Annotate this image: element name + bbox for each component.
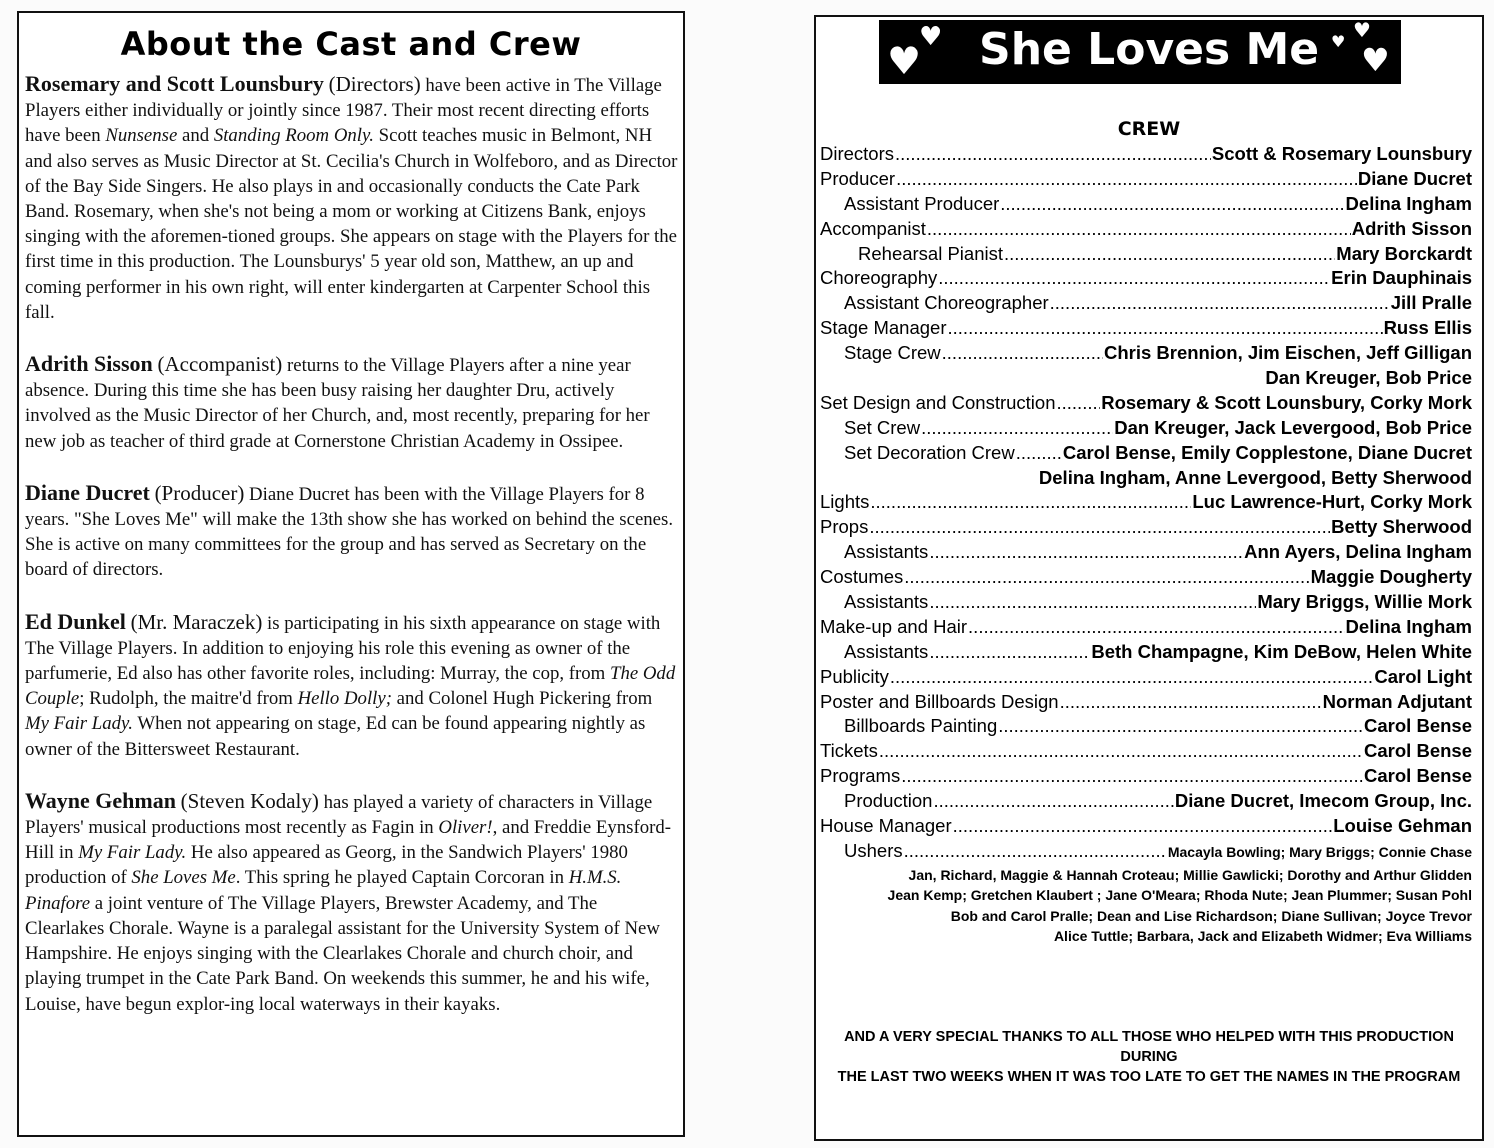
dot-leader xyxy=(896,168,1357,190)
crew-role: Publicity xyxy=(820,665,889,687)
crew-person: Maggie Dougherty xyxy=(1310,566,1472,588)
dot-leader xyxy=(869,516,1330,538)
crew-row xyxy=(820,317,1472,342)
crew-row xyxy=(820,193,1472,218)
crew-role: Stage Crew xyxy=(844,342,941,364)
bio-role: (Producer) xyxy=(154,480,245,505)
crew-person: Erin Dauphinais xyxy=(1331,267,1472,289)
crew-role: Costumes xyxy=(820,566,904,588)
dot-leader xyxy=(1060,691,1322,713)
heart-icon: ♥ xyxy=(1331,32,1346,51)
crew-person: Ann Ayers, Delina Ingham xyxy=(1244,541,1472,563)
dot-leader xyxy=(904,566,1309,588)
crew-row xyxy=(820,765,1472,790)
dot-leader xyxy=(998,715,1363,737)
crew-role: Programs xyxy=(820,765,901,787)
crew-continuation: Dan Kreuger, Bob Price xyxy=(1265,367,1472,389)
dot-leader xyxy=(890,666,1373,688)
crew-person: Macayla Bowling; Mary Briggs; Connie Chase xyxy=(1167,843,1472,860)
crew-row xyxy=(820,417,1472,442)
crew-role: Assistants xyxy=(844,591,929,613)
crew-row xyxy=(820,392,1472,417)
crew-person: Jill Pralle xyxy=(1390,292,1472,314)
dot-leader xyxy=(968,616,1345,638)
heart-icon: ♥ xyxy=(887,39,922,83)
heart-icon: ♥ xyxy=(1361,41,1390,79)
bio-text: have been active in The Village Players either individually or jointly since 1987. Their most recent directing efforts have been Nunsense and Standing Room Only. Scott teaches music in Belmont, NH and also serves as Music Director at St. Cecilia's Church in Wolfeboro, and as Director of the Bay Side Singers. He also plays in and occasionally conducts the Cate Park Band. Rosemary, when she's not being a mom or working at Citizens Bank, enjoys singing with the aforemen-tioned groups. She appears on stage with the Players for the first time in this production. The Lounsburys' 5 year old son, Matthew, an up and coming performer in his own right, will enter kindergarten at Carpenter School this fall. xyxy=(25,75,678,323)
crew-row xyxy=(820,566,1472,591)
crew-person: Rosemary & Scott Lounsbury, Corky Mork xyxy=(1101,391,1472,413)
dot-leader xyxy=(870,491,1191,513)
left-program-page xyxy=(17,11,685,1137)
crew-role: Assistants xyxy=(844,640,929,662)
dot-leader xyxy=(938,267,1330,289)
crew-role: Billboards Painting xyxy=(844,715,998,737)
cast-crew-title: About the Cast and Crew xyxy=(120,25,582,63)
crew-role: Tickets xyxy=(820,740,878,762)
crew-heading: CREW xyxy=(1117,118,1181,140)
dot-leader xyxy=(921,417,1113,439)
bio-name: Rosemary and Scott Lounsbury xyxy=(25,71,324,96)
bio-paragraph xyxy=(25,351,679,454)
show-title-banner xyxy=(879,20,1401,84)
dot-leader xyxy=(1000,193,1344,215)
crew-role: Make-up and Hair xyxy=(820,615,968,637)
crew-role: Assistant Producer xyxy=(844,192,1000,214)
crew-row xyxy=(820,292,1472,317)
bio-paragraph xyxy=(25,609,679,762)
dot-leader xyxy=(933,790,1173,812)
bio-paragraph xyxy=(25,480,679,583)
dot-leader xyxy=(929,641,1090,663)
crew-role: Rehearsal Pianist xyxy=(858,242,1003,264)
crew-row xyxy=(820,666,1472,691)
crew-role: Producer xyxy=(820,167,896,189)
crew-person: Chris Brennion, Jim Eischen, Jeff Gilligan xyxy=(1103,342,1472,364)
crew-row xyxy=(820,740,1472,765)
dot-leader xyxy=(953,815,1333,837)
heart-icon: ♥ xyxy=(919,22,943,52)
crew-role: Set Decoration Crew xyxy=(844,441,1015,463)
crew-row xyxy=(820,342,1472,367)
crew-person: Norman Adjutant xyxy=(1322,690,1472,712)
crew-row xyxy=(820,715,1472,740)
crew-person: Russ Ellis xyxy=(1383,317,1472,339)
crew-continuation: Delina Ingham, Anne Levergood, Betty Sherwood xyxy=(1038,466,1472,488)
right-program-page xyxy=(814,15,1484,1141)
crew-row xyxy=(820,442,1472,467)
heart-icon: ♥ xyxy=(1353,18,1371,42)
bio-name: Diane Ducret xyxy=(25,479,150,505)
crew-row xyxy=(820,218,1472,243)
usher-names-line: Jan, Richard, Maggie & Hannah Croteau; Millie Gawlicki; Dorothy and Arthur Glidden xyxy=(908,866,1472,883)
crew-row xyxy=(820,267,1472,292)
crew-person: Beth Champagne, Kim DeBow, Helen White xyxy=(1091,640,1472,662)
crew-person: Louise Gehman xyxy=(1333,815,1472,837)
dot-leader xyxy=(1016,442,1062,464)
crew-role: Set Crew xyxy=(844,416,921,438)
crew-role: Lights xyxy=(820,491,870,513)
thanks-line: AND A VERY SPECIAL THANKS TO ALL THOSE WHO HELPED WITH THIS PRODUCTION DURING xyxy=(844,1029,1454,1065)
bio-paragraph xyxy=(25,71,679,325)
crew-person: Carol Bense xyxy=(1364,740,1472,762)
thanks-line: THE LAST TWO WEEKS WHEN IT WAS TOO LATE TO GET THE NAMES IN THE PROGRAM xyxy=(837,1069,1461,1085)
dot-leader xyxy=(1004,243,1335,265)
dot-leader xyxy=(927,218,1351,240)
crew-role: Assistants xyxy=(844,541,929,563)
dot-leader xyxy=(929,591,1256,613)
crew-person: Scott & Rosemary Lounsbury xyxy=(1211,143,1472,164)
crew-role: Directors xyxy=(820,143,895,164)
bio-text: is participating in his sixth appearance on stage with The Village Players. In addition to enjoying his role this evening as owner of the parfumerie, Ed also has other favorite roles, including: Murray, the cop, from The Odd Couple; Rudolph, the maitre'd from Hello Dolly; and Colonel Hugh Pickering from My Fair Lady. When not appearing on stage, Ed can be found appearing nightly as owner of the Bittersweet Restaurant. xyxy=(25,612,676,760)
dot-leader xyxy=(929,541,1243,563)
crew-role: Poster and Billboards Design xyxy=(820,690,1059,712)
crew-row xyxy=(820,790,1472,815)
crew-list xyxy=(820,143,1472,947)
special-thanks xyxy=(816,1027,1482,1087)
crew-row xyxy=(820,815,1472,840)
dot-leader xyxy=(948,317,1383,339)
crew-row xyxy=(820,243,1472,268)
crew-person: Betty Sherwood xyxy=(1331,516,1472,538)
crew-role: Set Design and Construction xyxy=(820,391,1056,413)
crew-person: Delina Ingham xyxy=(1345,615,1472,637)
crew-role: Production xyxy=(844,790,933,812)
crew-person: Diane Ducret xyxy=(1357,167,1472,189)
bio-text: Diane Ducret has been with the Village Players for 8 years. "She Loves Me" will make the 13th show she has worked on behind the scenes. She is active on many committees for the group and has served as Secretary on the board of directors. xyxy=(25,483,674,581)
crew-person: Carol Light xyxy=(1374,665,1472,687)
usher-names-line: Jean Kemp; Gretchen Klaubert ; Jane O'Meara; Rhoda Nute; Jean Plummer; Susan Pohl xyxy=(887,887,1472,904)
dot-leader xyxy=(1050,292,1390,314)
crew-person: Delina Ingham xyxy=(1345,192,1472,214)
dot-leader xyxy=(901,765,1363,787)
crew-role: House Manager xyxy=(820,815,952,837)
bio-list xyxy=(25,71,679,1043)
bio-text: has played a variety of characters in Village Players' musical productions most recently as Fagin in Oliver!, and Freddie Eynsford-Hill in My Fair Lady. He also appeared as Georg, in the Sandwich Players' 1980 production of She Loves Me. This spring he played Captain Corcoran in H.M.S. Pinafore a joint venture of The Village Players, Brewster Academy, and The Clearlakes Chorale. Wayne is a paralegal assistant for the University System of New Hampshire. He enjoys singing with the Clearlakes Chorale and church choir, and playing trumpet in the Cate Park Band. On weekends this summer, he and his wife, Louise, have begun explor-ing local waterways in their kayaks. xyxy=(25,791,672,1015)
crew-row xyxy=(820,491,1472,516)
crew-role: Stage Manager xyxy=(820,317,947,339)
crew-row xyxy=(820,143,1472,168)
crew-row xyxy=(820,591,1472,616)
crew-row xyxy=(820,691,1472,716)
crew-person: Dan Kreuger, Jack Levergood, Bob Price xyxy=(1114,416,1472,438)
dot-leader xyxy=(942,342,1103,364)
bio-paragraph xyxy=(25,788,679,1017)
bio-role: (Accompanist) xyxy=(157,352,283,377)
crew-person: Mary Briggs, Willie Mork xyxy=(1257,591,1472,613)
crew-person: Luc Lawrence-Hurt, Corky Mork xyxy=(1192,491,1472,513)
usher-names-line: Bob and Carol Pralle; Dean and Lise Richardson; Diane Sullivan; Joyce Trevor xyxy=(950,907,1472,924)
crew-role: Ushers xyxy=(844,839,903,861)
dot-leader xyxy=(1057,392,1101,414)
crew-role: Assistant Choreographer xyxy=(844,292,1049,314)
crew-row xyxy=(820,616,1472,641)
dot-leader xyxy=(895,143,1211,165)
crew-person: Carol Bense, Emily Copplestone, Diane Ducret xyxy=(1062,441,1472,463)
bio-text: returns to the Village Players after a nine year absence. During this time she has been busy raising her daughter Dru, actively involved as the Music Director of her Church, and, most recently, preparing for her new job as teacher of third grade at Cornerstone Christian Academy in Ossipee. xyxy=(25,355,650,452)
bio-role: (Steven Kodaly) xyxy=(180,788,319,813)
bio-role: (Mr. Maraczek) xyxy=(130,609,263,634)
crew-role: Props xyxy=(820,516,869,538)
bio-role: (Directors) xyxy=(328,72,421,96)
crew-role: Accompanist xyxy=(820,217,926,239)
crew-row xyxy=(820,516,1472,541)
crew-row xyxy=(820,641,1472,666)
crew-row xyxy=(820,168,1472,193)
bio-name: Adrith Sisson xyxy=(25,351,153,377)
bio-name: Ed Dunkel xyxy=(25,608,126,634)
crew-row xyxy=(820,541,1472,566)
bio-name: Wayne Gehman xyxy=(25,787,176,813)
dot-leader xyxy=(879,740,1363,762)
crew-person: Diane Ducret, Imecom Group, Inc. xyxy=(1174,790,1472,812)
crew-role: Choreography xyxy=(820,267,938,289)
crew-person: Carol Bense xyxy=(1364,765,1472,787)
crew-person: Adrith Sisson xyxy=(1351,217,1472,239)
crew-person: Mary Borckardt xyxy=(1336,242,1472,264)
usher-names-line: Alice Tuttle; Barbara, Jack and Elizabeth Widmer; Eva Williams xyxy=(1053,928,1472,945)
show-title: She Loves Me xyxy=(979,24,1320,75)
dot-leader xyxy=(904,840,1167,862)
crew-person: Carol Bense xyxy=(1364,715,1472,737)
crew-row xyxy=(820,840,1472,865)
